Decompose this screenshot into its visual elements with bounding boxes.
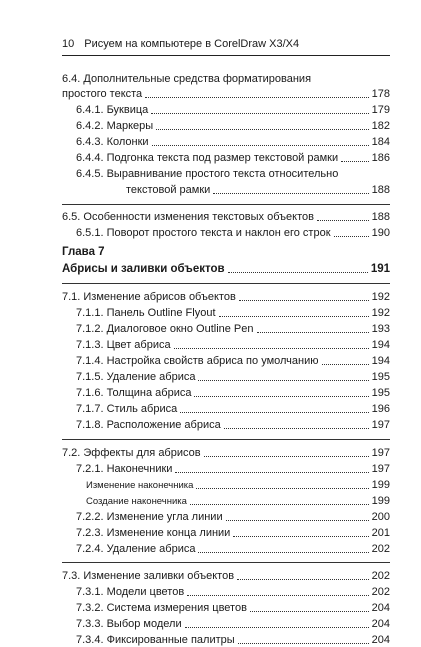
leader-dots — [322, 364, 369, 365]
toc-entry-7-3-1 — [62, 585, 390, 599]
toc-entry-title: 6.4.4. Подгонка текста под размер текстовой рамки — [76, 152, 339, 164]
toc-entry-title: 6.5. Особенности изменения текстовых объектов — [62, 211, 314, 223]
toc-entry-7-2-3 — [62, 526, 390, 540]
toc-entry-title: Изменение наконечника — [86, 480, 194, 491]
toc-entry-6-4-3 — [62, 135, 390, 149]
toc-entry-title: простого текста — [62, 88, 143, 100]
toc-entry-title: 7.3. Изменение заливки объектов — [62, 570, 235, 582]
toc-entry-title: 7.3.2. Система измерения цветов — [76, 602, 247, 614]
toc-page-number: 196 — [371, 403, 390, 415]
toc-entry-6-4 — [62, 72, 390, 86]
leader-dots — [250, 611, 369, 612]
toc-entry-7-3 — [62, 569, 390, 583]
toc-page-number: 202 — [371, 570, 390, 582]
leader-dots — [226, 520, 369, 521]
toc-page-number: 186 — [371, 152, 390, 164]
toc-page-number: 199 — [371, 479, 390, 491]
toc-entry-chapter-7 — [62, 262, 390, 276]
toc-entry-7-2-1 — [62, 462, 390, 476]
leader-dots — [196, 488, 368, 489]
leader-dots — [152, 145, 369, 146]
toc-entry-title: 7.2.4. Удаление абриса — [76, 543, 196, 555]
section-divider — [62, 283, 390, 284]
toc-entry-title: 7.2.2. Изменение угла линии — [76, 511, 223, 523]
toc-entry-7-2 — [62, 446, 390, 460]
leader-dots — [198, 380, 368, 381]
toc-entry-title: 7.3.3. Выбор модели — [76, 618, 182, 630]
toc-page-number: 182 — [371, 120, 390, 132]
header-divider — [62, 55, 390, 56]
toc-entry-title: 7.1.2. Диалоговое окно Outline Pen — [76, 323, 254, 335]
toc-page-number: 190 — [371, 227, 390, 239]
toc-page-number: 204 — [371, 634, 390, 646]
toc-page-number: 179 — [371, 104, 390, 116]
toc-entry-7-1 — [62, 290, 390, 304]
toc-entry-7-1-1 — [62, 306, 390, 320]
toc-page-number: 194 — [371, 355, 390, 367]
leader-dots — [341, 161, 369, 162]
leader-dots — [257, 332, 369, 333]
leader-dots — [180, 412, 368, 413]
toc-entry-6-4-5 — [62, 167, 390, 181]
leader-dots — [187, 595, 368, 596]
toc-page-number: 193 — [371, 323, 390, 335]
toc-entry-title: 7.1.6. Толщина абриса — [76, 387, 192, 399]
toc-entry-6-4-2 — [62, 119, 390, 133]
toc-entry-title: 7.1.5. Удаление абриса — [76, 371, 196, 383]
toc-page-number: 178 — [371, 88, 390, 100]
section-divider — [62, 439, 390, 440]
leader-dots — [228, 272, 368, 273]
toc-page-number: 188 — [371, 211, 390, 223]
toc-page-number: 201 — [371, 527, 390, 539]
toc-entry-7-3-3 — [62, 617, 390, 631]
toc-page-number: 202 — [371, 586, 390, 598]
toc-page-number: 195 — [371, 371, 390, 383]
toc-entry-title: 7.1.4. Настройка свойств абриса по умолчанию — [76, 355, 319, 367]
leader-dots — [224, 428, 369, 429]
toc-page-number: 197 — [371, 447, 390, 459]
toc-page-number: 202 — [371, 543, 390, 555]
toc-entry-title: 7.2.1. Наконечники — [76, 463, 173, 475]
toc-entry-7-2-2 — [62, 510, 390, 524]
toc-entry-6-4-5-cont — [62, 183, 390, 197]
leader-dots — [190, 504, 369, 505]
leader-dots — [174, 348, 369, 349]
toc-page-number: 204 — [371, 618, 390, 630]
toc-entry-title: 6.4.1. Буквица — [76, 104, 149, 116]
toc-page-number: 195 — [371, 387, 390, 399]
toc-page-number: 192 — [371, 291, 390, 303]
leader-dots — [239, 300, 369, 301]
toc-entry-title: 7.2.3. Изменение конца линии — [76, 527, 231, 539]
leader-dots — [194, 396, 368, 397]
leader-dots — [334, 236, 369, 237]
toc-page-number: 200 — [371, 511, 390, 523]
toc-page-number: 204 — [371, 602, 390, 614]
toc-entry-6-4-4 — [62, 151, 390, 165]
leader-dots — [151, 113, 368, 114]
toc-entry-title: 6.5.1. Поворот простого текста и наклон его строк — [76, 227, 331, 239]
leader-dots — [198, 552, 368, 553]
toc-entry-title: 7.1.1. Панель Outline Flyout — [76, 307, 216, 319]
chapter-title: Абрисы и заливки объектов — [62, 263, 225, 275]
toc-entry-7-1-6 — [62, 386, 390, 400]
toc-entry-7-1-3 — [62, 338, 390, 352]
leader-dots — [219, 316, 369, 317]
toc-entry-title: 6.4.3. Колонки — [76, 136, 149, 148]
running-header — [62, 38, 388, 51]
toc-entry-6-5-1 — [62, 226, 390, 240]
toc-entry-title: 6.4.2. Маркеры — [76, 120, 154, 132]
toc-page-number: 191 — [370, 263, 390, 275]
toc-entry-7-2-4 — [62, 542, 390, 556]
toc-entry-title: Создание наконечника — [86, 496, 187, 507]
toc-page-number: 184 — [371, 136, 390, 148]
toc-entry-title: 7.3.4. Фиксированные палитры — [76, 634, 235, 646]
toc-entry-7-1-8 — [62, 418, 390, 432]
toc-entry-7-1-5 — [62, 370, 390, 384]
book-title: Рисуем на компьютере в CorelDraw X3/X4 — [84, 38, 300, 50]
leader-dots — [237, 579, 369, 580]
toc-page-number: 197 — [371, 419, 390, 431]
toc-entry-title: 7.1.8. Расположение абриса — [76, 419, 221, 431]
leader-dots — [204, 456, 369, 457]
toc-entry-title: 6.4.5. Выравнивание простого текста относительно — [76, 168, 339, 180]
section-divider — [62, 562, 390, 563]
toc-entry-title: 7.1.7. Стиль абриса — [76, 403, 178, 415]
toc-entry-6-5 — [62, 210, 390, 224]
leader-dots — [185, 627, 369, 628]
toc-entry-7-2-1-a — [62, 478, 390, 492]
leader-dots — [317, 220, 369, 221]
toc-entry-7-1-7 — [62, 402, 390, 416]
toc-page-number: 192 — [371, 307, 390, 319]
leader-dots — [145, 97, 368, 98]
toc-entry-6-4-1 — [62, 103, 390, 117]
toc-entry-6-4-cont — [62, 87, 390, 101]
toc-entry-7-1-2 — [62, 322, 390, 336]
toc-page-number: 199 — [371, 495, 390, 507]
chapter-label: Глава 7 — [62, 246, 105, 258]
toc-page-number: 188 — [371, 184, 390, 196]
toc-page-number: 194 — [371, 339, 390, 351]
leader-dots — [233, 536, 368, 537]
toc-entry-title: 6.4. Дополнительные средства форматирования — [62, 73, 312, 85]
toc-page-number: 197 — [371, 463, 390, 475]
toc-entry-title: текстовой рамки — [126, 184, 211, 196]
toc-entry-title: 7.3.1. Модели цветов — [76, 586, 185, 598]
toc-entry-title: 7.1.3. Цвет абриса — [76, 339, 171, 351]
toc-entry-7-2-1-b — [62, 494, 390, 508]
page-number: 10 — [62, 38, 75, 50]
toc-entry-7-1-4 — [62, 354, 390, 368]
toc-entry-7-3-2 — [62, 601, 390, 615]
toc-entry-7-3-4 — [62, 633, 390, 647]
leader-dots — [156, 129, 368, 130]
leader-dots — [213, 193, 368, 194]
toc-entry-title: 7.1. Изменение абрисов объектов — [62, 291, 236, 303]
leader-dots — [238, 643, 369, 644]
leader-dots — [175, 472, 368, 473]
toc-entry-title: 7.2. Эффекты для абрисов — [62, 447, 201, 459]
section-divider — [62, 204, 390, 205]
